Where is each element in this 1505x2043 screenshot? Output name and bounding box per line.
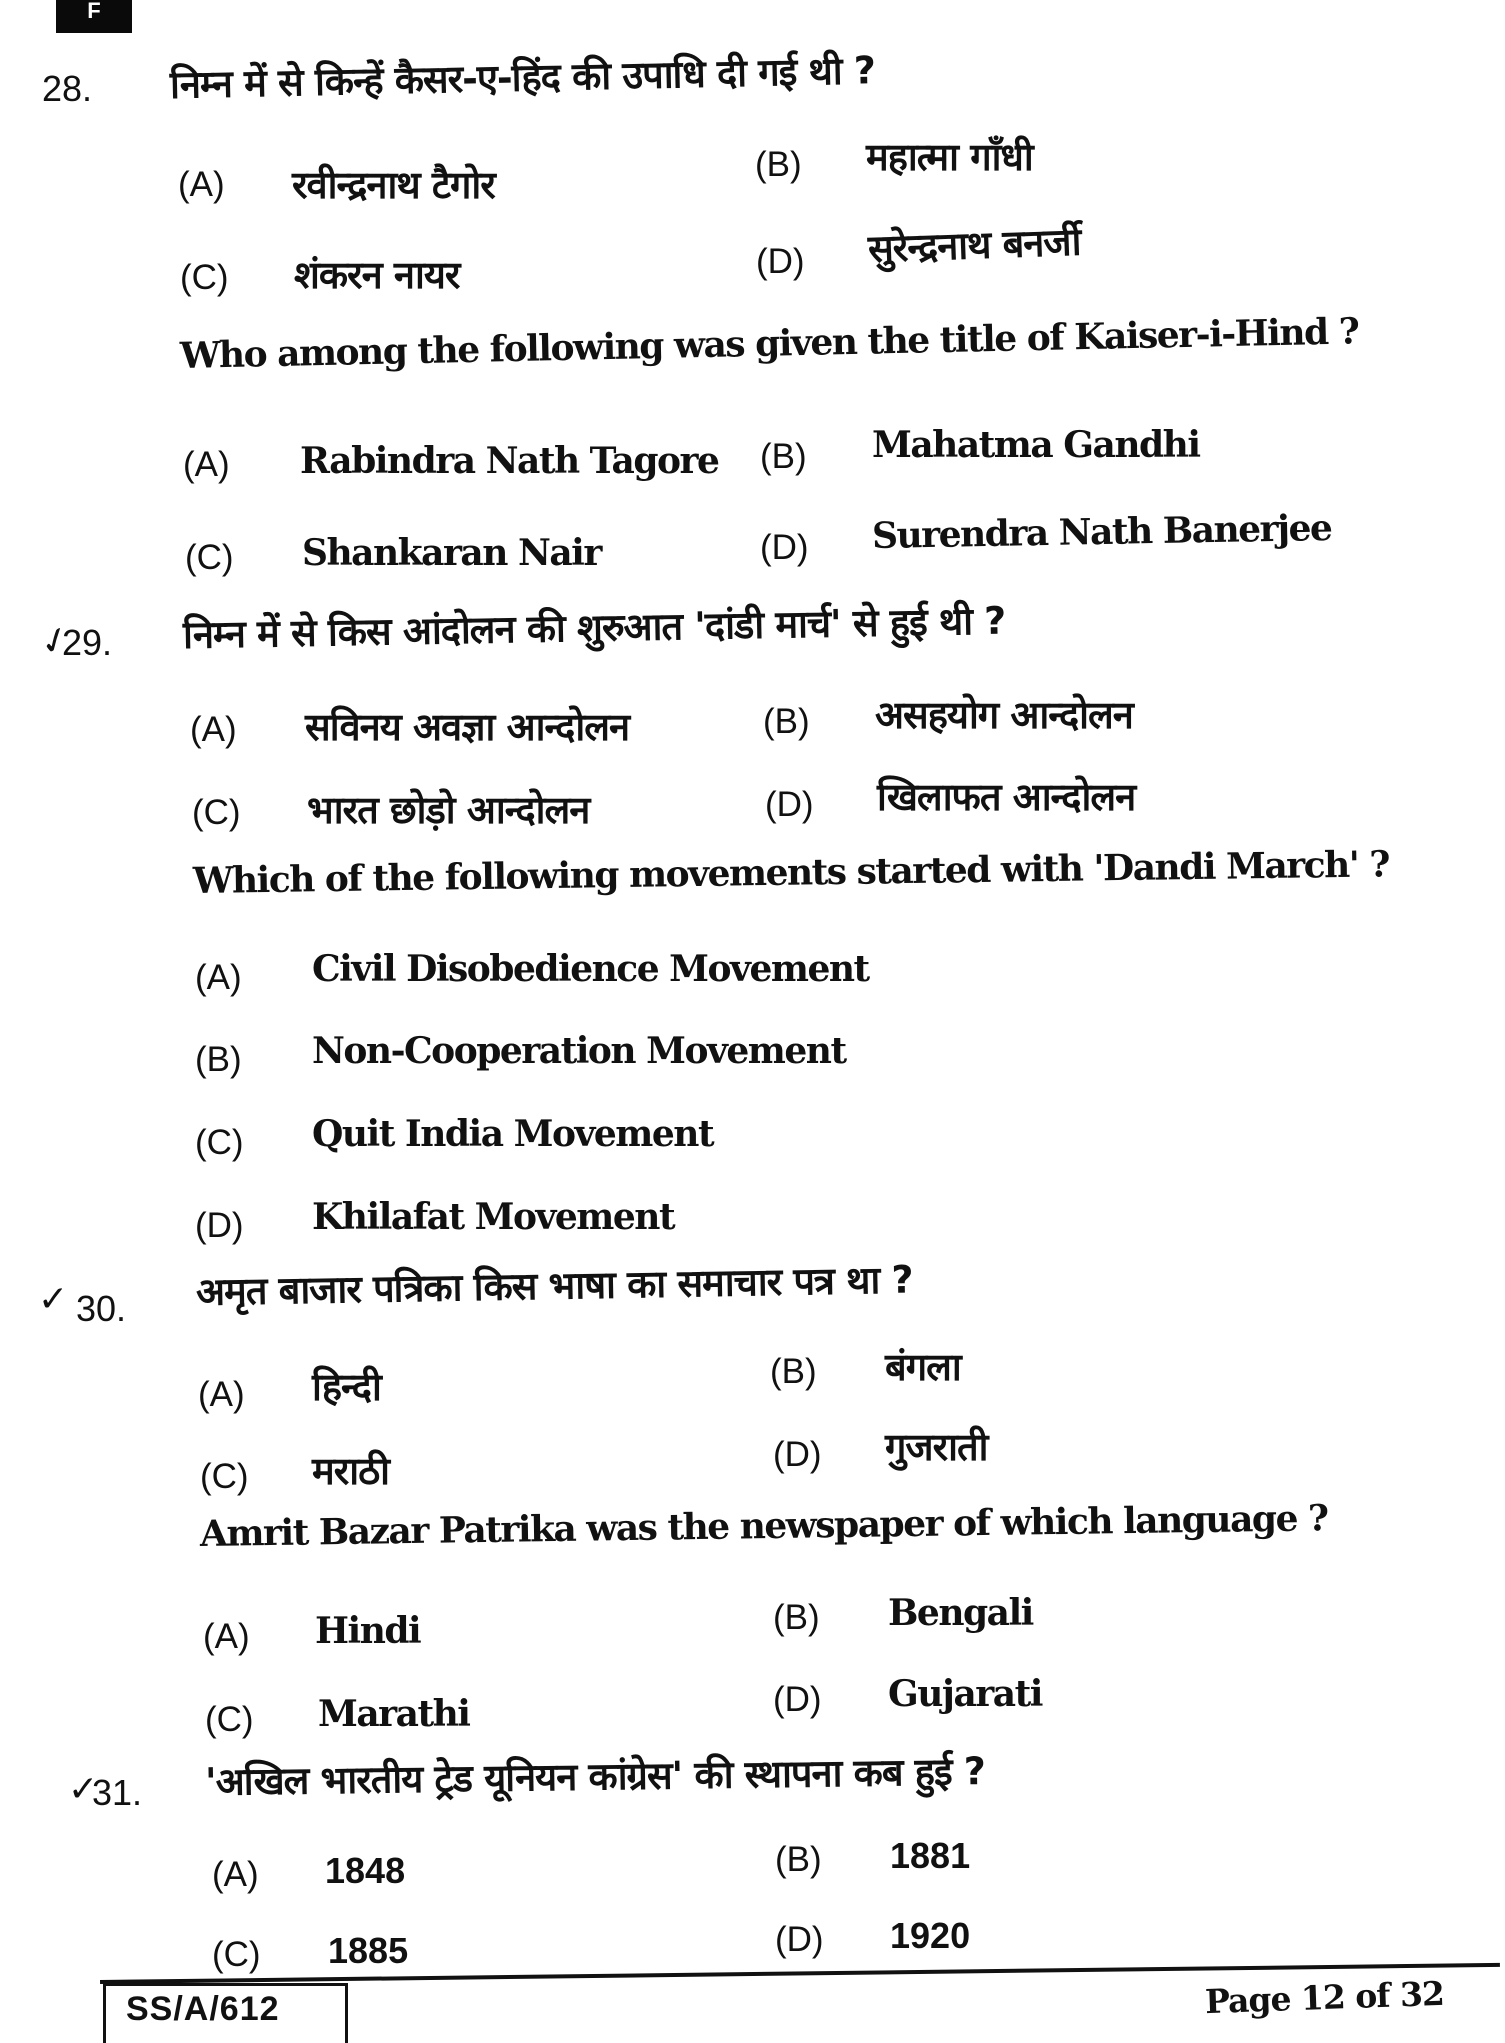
option-text: बंगला bbox=[885, 1345, 961, 1389]
option-text: Marathi bbox=[318, 1693, 470, 1735]
option-label: (A) bbox=[183, 445, 230, 484]
question-number: 31. bbox=[92, 1772, 143, 1813]
checkmark-icon: ✓ bbox=[38, 1278, 69, 1319]
option-label: (B) bbox=[763, 702, 810, 741]
option-text: Surendra Nath Banerjee bbox=[871, 506, 1332, 557]
option-label: (C) bbox=[200, 1457, 249, 1496]
option-label: (A) bbox=[190, 710, 237, 749]
question-text-hindi: 'अखिल भारतीय ट्रेड यूनियन कांग्रेस' की स्थापना कब हुई ? bbox=[204, 1749, 986, 1804]
option-text: असहयोग आन्दोलन bbox=[875, 693, 1133, 737]
option-label: (A) bbox=[195, 958, 242, 997]
option-label: (D) bbox=[760, 528, 809, 567]
option-text: महात्मा गाँधी bbox=[866, 135, 1033, 179]
option-text: Khilafat Movement bbox=[312, 1196, 675, 1238]
option-label: (C) bbox=[185, 538, 234, 577]
option-text: Rabindra Nath Tagore bbox=[300, 440, 719, 482]
corner-set-letter: F bbox=[87, 0, 101, 23]
option-label: (B) bbox=[770, 1352, 817, 1391]
question-text-hindi: अमृत बाजार पत्रिका किस भाषा का समाचार पत्र था ? bbox=[195, 1257, 913, 1314]
question-text-english: Amrit Bazar Patrika was the newspaper of which language ? bbox=[199, 1497, 1328, 1555]
option-text: शंकरन नायर bbox=[294, 253, 460, 297]
option-text: सुरेन्द्रनाथ बनर्जी bbox=[867, 219, 1082, 271]
option-label: (D) bbox=[765, 785, 814, 824]
option-text: 1920 bbox=[890, 1915, 971, 1956]
option-label: (B) bbox=[760, 437, 807, 476]
option-label: (C) bbox=[192, 793, 241, 832]
option-text: रवीन्द्रनाथ टैगोर bbox=[292, 163, 495, 207]
option-label: (D) bbox=[773, 1435, 822, 1474]
question-text-hindi: निम्न में से किन्हें कैसर-ए-हिंद की उपाधि दी गई थी ? bbox=[169, 48, 876, 107]
question-text-hindi: निम्न में से किस आंदोलन की शुरुआत 'दांडी मार्च' से हुई थी ? bbox=[182, 598, 1006, 657]
option-text: Shankaran Nair bbox=[302, 532, 601, 574]
option-text: गुजराती bbox=[885, 1425, 988, 1469]
option-label: (D) bbox=[195, 1206, 244, 1245]
option-label: (D) bbox=[773, 1680, 822, 1719]
option-text: Quit India Movement bbox=[312, 1113, 714, 1155]
question-number: 29. bbox=[62, 622, 113, 663]
option-text: 1848 bbox=[325, 1850, 406, 1891]
question-number: 30. bbox=[76, 1288, 127, 1329]
corner-set-mark bbox=[56, 0, 132, 33]
option-text: हिन्दी bbox=[312, 1365, 381, 1409]
option-label: (B) bbox=[195, 1040, 242, 1079]
option-label: (B) bbox=[773, 1598, 820, 1637]
paper-code: SS/A/612 bbox=[126, 1990, 280, 2028]
option-text: Bengali bbox=[888, 1592, 1033, 1634]
option-label: (B) bbox=[755, 145, 802, 184]
option-text: Mahatma Gandhi bbox=[872, 424, 1200, 466]
option-label: (D) bbox=[775, 1920, 824, 1959]
option-text: खिलाफत आन्दोलन bbox=[877, 775, 1136, 819]
checkmark-icon: ✓ bbox=[68, 1768, 99, 1809]
question-text-english: Which of the following movements started with 'Dandi March' ? bbox=[192, 843, 1390, 902]
option-text: सविनय अवज्ञा आन्दोलन bbox=[305, 705, 630, 749]
option-label: (C) bbox=[195, 1123, 244, 1162]
option-text: Civil Disobedience Movement bbox=[312, 948, 869, 990]
option-label: (D) bbox=[756, 242, 805, 281]
option-label: (C) bbox=[205, 1700, 254, 1739]
option-label: (B) bbox=[775, 1840, 822, 1879]
question-text-english: Who among the following was given the title of Kaiser-i-Hind ? bbox=[179, 310, 1359, 377]
page-number: Page 12 of 32 bbox=[1204, 1973, 1445, 2022]
option-label: (A) bbox=[203, 1617, 250, 1656]
option-text: Gujarati bbox=[888, 1673, 1042, 1715]
option-label: (A) bbox=[198, 1375, 245, 1414]
option-label: (A) bbox=[212, 1855, 259, 1894]
option-text: Hindi bbox=[315, 1610, 421, 1652]
option-label: (C) bbox=[212, 1935, 261, 1974]
option-text: 1881 bbox=[890, 1835, 971, 1876]
option-text: मराठी bbox=[312, 1449, 390, 1493]
checkmark-icon: ✓ bbox=[33, 616, 77, 665]
option-label: (C) bbox=[180, 258, 229, 297]
option-text: 1885 bbox=[328, 1930, 409, 1971]
option-text: Non-Cooperation Movement bbox=[312, 1030, 846, 1072]
question-number: 28. bbox=[42, 68, 93, 109]
option-label: (A) bbox=[178, 165, 225, 204]
option-text: भारत छोड़ो आन्दोलन bbox=[307, 788, 590, 832]
